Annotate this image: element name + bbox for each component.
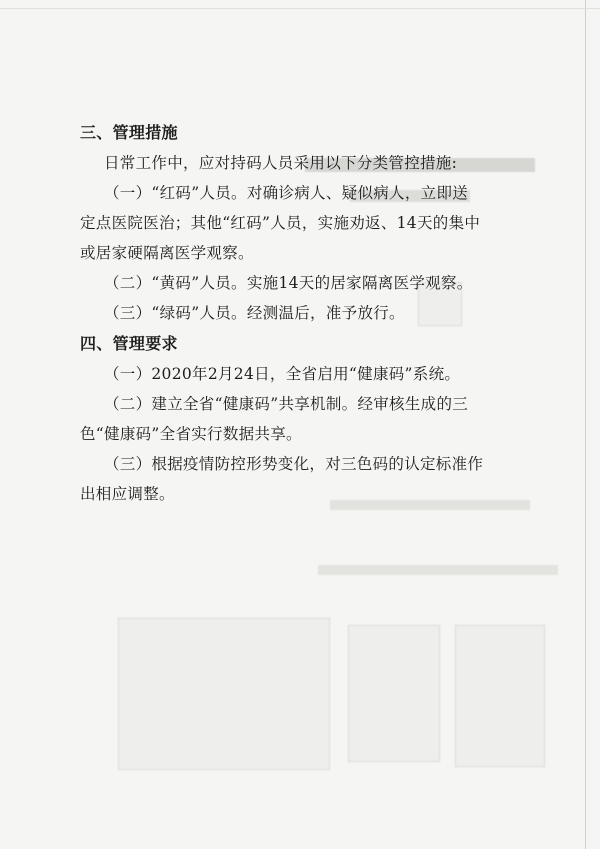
paragraph-line: （二）“黄码”人员。实施14天的居家隔离医学观察。	[104, 274, 473, 292]
section-heading-management-requirements: 四、管理要求	[80, 334, 178, 353]
paragraph-line: 定点医院医治；其他“红码”人员，实施劝返、14天的集中	[80, 214, 481, 232]
paragraph-line: （一）“红码”人员。对确诊病人、疑似病人，立即送	[104, 184, 469, 202]
paragraph-line: （二）建立全省“健康码”共享机制。经审核生成的三	[104, 395, 469, 413]
paragraph-line: （一）2020年2月24日，全省启用“健康码”系统。	[104, 365, 461, 383]
paragraph-line: 色“健康码”全省实行数据共享。	[80, 425, 302, 443]
paragraph-line: （三）根据疫情防控形势变化，对三色码的认定标准作	[104, 455, 484, 473]
paragraph-line: （三）“绿码”人员。经测温后，准予放行。	[104, 304, 405, 322]
paragraph-line: 日常工作中，应对持码人员采用以下分类管控措施:	[104, 154, 458, 172]
section-heading-management-measures: 三、管理措施	[80, 123, 178, 142]
paragraph-line: 出相应调整。	[80, 485, 175, 503]
paragraph-line: 或居家硬隔离医学观察。	[80, 244, 254, 262]
